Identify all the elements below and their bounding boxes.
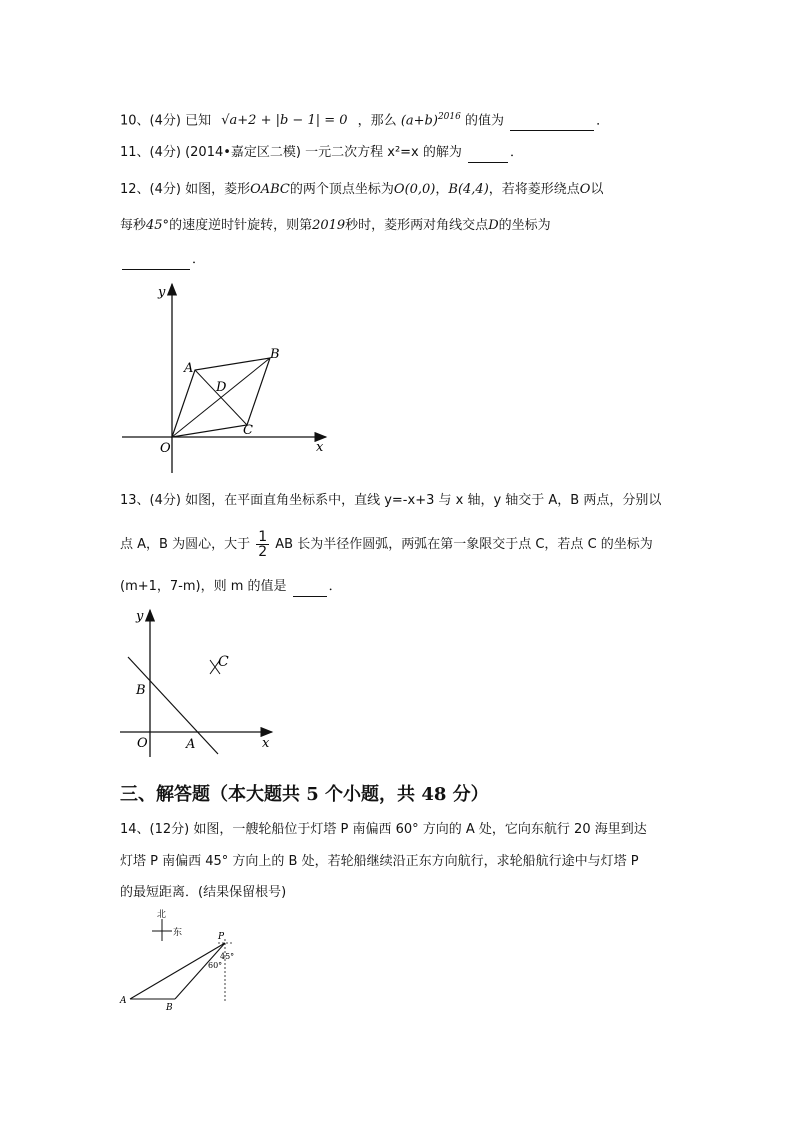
q10-mid: ，那么 bbox=[357, 113, 397, 129]
q12-point-o: O bbox=[579, 182, 591, 197]
q10-equation: √a+2 + |b − 1| = 0 bbox=[221, 113, 348, 129]
q14-label-a: A bbox=[120, 996, 127, 1006]
q13-line2-prefix: 点 A，B 为圆心，大于 bbox=[120, 537, 251, 552]
q14-label-b: B bbox=[166, 1003, 173, 1013]
q12-point-d: D bbox=[488, 218, 499, 233]
q14-label-east: 东 bbox=[173, 928, 183, 938]
question-14-line-2 bbox=[120, 852, 639, 872]
q13-label-x: x bbox=[262, 736, 270, 751]
q12-o-coord: O(0,0) bbox=[393, 182, 436, 197]
q12-figure bbox=[110, 278, 340, 478]
q12-answer-blank[interactable] bbox=[122, 269, 190, 270]
q13-label-o: O bbox=[137, 736, 148, 751]
q14-line2: 灯塔 P 南偏西 45° 方向上的 B 处，若轮船继续沿正东方向航行，求轮船航行途中与灯塔 P bbox=[120, 854, 639, 869]
question-12-line-2 bbox=[120, 216, 551, 236]
question-13-line-3: (m+1，7-m)，则 m 的值是 ． bbox=[120, 577, 342, 597]
q13-label-a: A bbox=[186, 737, 196, 752]
question-14-line-1 bbox=[120, 820, 647, 840]
q13-label-y: y bbox=[136, 609, 144, 624]
question-12-line-3: ． bbox=[120, 250, 205, 270]
q14-label-p: P bbox=[218, 932, 225, 942]
q10-answer-blank[interactable] bbox=[510, 130, 594, 131]
q12-label-o: O bbox=[160, 441, 171, 456]
q10-expression: (a+b) bbox=[400, 113, 438, 129]
q12-line1-end: 以 bbox=[590, 182, 604, 197]
question-12-line-1: 12、(4分) 如图，菱形OABC的两个顶点坐标为O(0,0)，B(4,4)，若将菱形绕点O以 bbox=[120, 182, 604, 197]
q14-label-45: 45° bbox=[220, 952, 235, 961]
q12-label-x: x bbox=[316, 440, 324, 455]
q10-exponent: 2016 bbox=[437, 112, 461, 122]
q12-rhombus-name: OABC bbox=[250, 182, 290, 197]
q14-line1: 14、(12分) 如图，一艘轮船位于灯塔 P 南偏西 60° 方向的 A 处，它向东航行 20 海里到达 bbox=[120, 822, 647, 837]
section-3-heading: 三、解答题（本大题共 5 个小题，共 48 分） bbox=[120, 784, 489, 805]
q12-diagonal-ac bbox=[195, 370, 247, 425]
q14-line3: 的最短距离．(结果保留根号) bbox=[120, 885, 287, 900]
compass-icon bbox=[152, 908, 182, 941]
q12-label-a: A bbox=[184, 361, 194, 376]
q13-frac-denominator: 2 bbox=[258, 544, 268, 560]
q14-label-60: 60° bbox=[208, 961, 223, 970]
q12-angle: 45° bbox=[146, 218, 170, 233]
q13-label-b: B bbox=[136, 683, 146, 698]
q13-line1: 13、(4分) 如图，在平面直角坐标系中，直线 y=-x+3 与 x 轴，y 轴交于 A，B 两点，分别以 bbox=[120, 493, 662, 508]
q12-label-d: D bbox=[216, 380, 227, 395]
question-10: 10、(4分) 已知 √a+2 + |b − 1| = 0 ，那么 $(a+b)^{2016}$ 的值为 ． bbox=[120, 107, 609, 131]
q12-label-c: C bbox=[243, 423, 253, 438]
q13-label-c: C bbox=[218, 654, 229, 670]
question-13-line-1 bbox=[120, 491, 661, 511]
q12-line2-suffix: 的坐标为 bbox=[498, 218, 551, 233]
q13-fraction bbox=[256, 530, 269, 559]
q14-figure bbox=[110, 905, 250, 1015]
q10-suffix: 的值为 bbox=[464, 113, 504, 129]
question-14-line-3 bbox=[120, 883, 286, 903]
q12-line2-mid: 的速度逆时针旋转，则第 bbox=[169, 218, 313, 233]
q11-answer-blank[interactable] bbox=[468, 162, 508, 163]
q12-label-y: y bbox=[158, 285, 166, 300]
q12-line2-prefix: 每秒 bbox=[120, 218, 147, 233]
q13-line3: (m+1，7-m)，则 m 的值是 bbox=[120, 579, 287, 594]
q12-b-coord: B(4,4) bbox=[448, 182, 489, 197]
q13-line2-suffix: AB 长为半径作圆弧，两弧在第一象限交于点 C，若点 C 的坐标为 bbox=[275, 537, 653, 552]
q14-line-pb bbox=[175, 943, 225, 999]
q13-answer-blank[interactable] bbox=[293, 596, 327, 597]
q12-line1-prefix: 12、(4分) 如图，菱形 bbox=[120, 182, 251, 197]
q12-line2-mid2: 秒时，菱形两对角线交点 bbox=[345, 218, 489, 233]
q12-line1-mid: 的两个顶点坐标为 bbox=[289, 182, 394, 197]
q13-figure bbox=[110, 602, 290, 762]
q13-frac-numerator: 1 bbox=[258, 529, 268, 545]
q12-seconds: 2019 bbox=[312, 218, 346, 233]
q12-label-b: B bbox=[270, 347, 280, 362]
q14-line-pa bbox=[130, 943, 225, 999]
question-13-line-2 bbox=[120, 530, 653, 559]
q11-text: 11、(4分) (2014•嘉定区二模) 一元二次方程 x²=x 的解为 bbox=[120, 145, 462, 160]
q12-line1-suffix: ，若将菱形绕点 bbox=[488, 182, 580, 197]
question-11: 11、(4分) (2014•嘉定区二模) 一元二次方程 x²=x 的解为 ． bbox=[120, 143, 523, 163]
q10-prefix: 10、(4分) 已知 bbox=[120, 113, 212, 129]
q14-label-north: 北 bbox=[157, 910, 167, 920]
